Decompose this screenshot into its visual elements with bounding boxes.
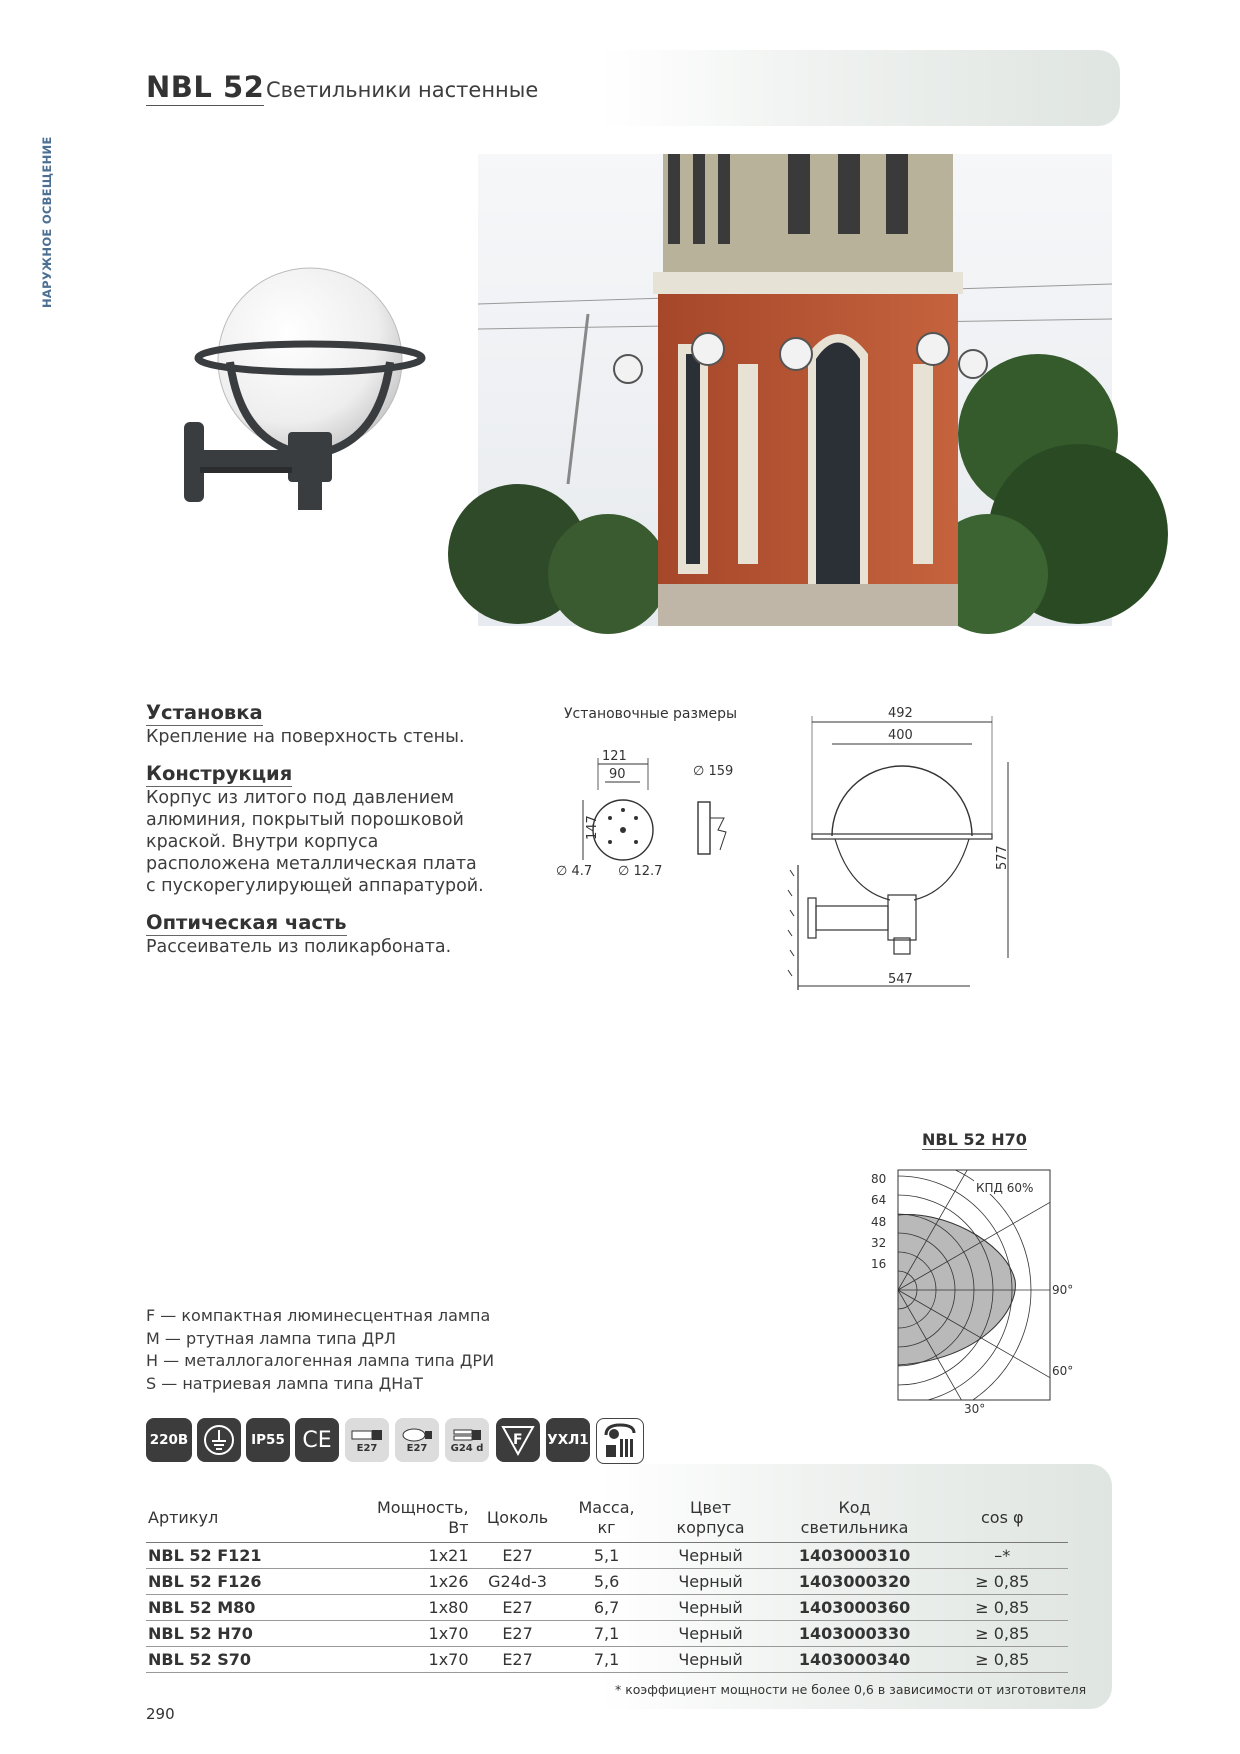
lamp1-label: E27 (356, 1442, 378, 1454)
building-mount-icon (596, 1418, 644, 1464)
header-code-line1: Код (838, 1498, 871, 1517)
cell-article: NBL 52 H70 (146, 1621, 375, 1647)
model-title: NBL 52 (146, 70, 265, 104)
climate-badge: УХЛ1 (546, 1418, 590, 1462)
polar-title: NBL 52 H70 (922, 1130, 1027, 1149)
cell-cos: –* (937, 1543, 1068, 1569)
cell-article: NBL 52 M80 (146, 1595, 375, 1621)
cell-article: NBL 52 F126 (146, 1569, 375, 1595)
legend-item: M — ртутная лампа типа ДРЛ (146, 1328, 396, 1348)
table-row (146, 1621, 1068, 1647)
lamp2-label: E27 (406, 1442, 428, 1454)
cell-cos: ≥ 0,85 (937, 1595, 1068, 1621)
lamp-g24d-icon (445, 1418, 489, 1462)
cell-color: Черный (649, 1569, 773, 1595)
header-mass-line2: кг (597, 1518, 616, 1537)
dim-lamp-depth: 547 (888, 972, 913, 987)
cell-cos: ≥ 0,85 (937, 1621, 1068, 1647)
cell-code: 1403000360 (773, 1595, 937, 1621)
dim-plate-width: 121 (602, 749, 627, 764)
dim-plate-height: 147 (585, 815, 600, 840)
header-socket: Цоколь (471, 1498, 565, 1543)
cell-socket: G24d-3 (471, 1569, 565, 1595)
header-mass-line1: Масса, (578, 1498, 635, 1517)
efficiency-label: КПД 60% (976, 1181, 1034, 1195)
angle-label-30: 30° (964, 1402, 986, 1416)
cell-code: 1403000330 (773, 1621, 937, 1647)
header-color-line1: Цвет (690, 1498, 732, 1517)
cell-article: NBL 52 F121 (146, 1543, 375, 1569)
header-power-line1: Мощность, (377, 1498, 469, 1517)
angle-label-60: 60° (1052, 1364, 1074, 1378)
cell-socket: E27 (471, 1543, 565, 1569)
spec-table (146, 1498, 1068, 1673)
page-number: 290 (146, 1705, 175, 1723)
header-color-line2: корпуса (676, 1518, 745, 1537)
radial-label-64: 64 (871, 1193, 887, 1207)
cell-cos: ≥ 0,85 (937, 1647, 1068, 1673)
header-mass (565, 1498, 649, 1543)
dim-hole-small: ∅ 4.7 (556, 864, 593, 879)
radial-label-48: 48 (871, 1215, 887, 1229)
cell-color: Черный (649, 1543, 773, 1569)
description (146, 701, 506, 958)
lamp-e27-compact-icon (345, 1418, 389, 1462)
installation-title: Установка (146, 701, 263, 724)
construction-text-3: краской. Внутри корпуса (146, 832, 379, 852)
construction-text-2: алюминия, покрытый порошковой (146, 810, 464, 830)
cell-power: 1x80 (375, 1595, 471, 1621)
cell-socket: E27 (471, 1621, 565, 1647)
f-mark-icon (496, 1418, 540, 1462)
legend-item: F — компактная люминесцентная лампа (146, 1306, 491, 1325)
ground-icon (197, 1418, 241, 1462)
legend-item: H — металлогалогенная лампа типа ДРИ (146, 1351, 495, 1370)
side-section-label: НАРУЖНОЕ ОСВЕЩЕНИЕ (40, 136, 54, 308)
polar-diagram (870, 1160, 1074, 1416)
cell-code: 1403000310 (773, 1543, 937, 1569)
optics-text: Рассеиватель из поликарбоната. (146, 937, 452, 957)
ce-mark-icon: CE (295, 1418, 339, 1462)
dim-lamp-outer: 492 (888, 706, 913, 721)
header-code-line2: светильника (800, 1518, 909, 1537)
radial-label-16: 16 (871, 1257, 887, 1271)
cell-mass: 7,1 (565, 1621, 649, 1647)
cell-color: Черный (649, 1595, 773, 1621)
building-photo (478, 154, 1112, 626)
radial-label-32: 32 (871, 1236, 887, 1250)
header-color (649, 1498, 773, 1543)
voltage-badge: 220В (146, 1418, 192, 1462)
cell-mass: 6,7 (565, 1595, 649, 1621)
dim-side-diameter: ∅ 159 (693, 764, 734, 779)
cell-mass: 5,1 (565, 1543, 649, 1569)
optics-title: Оптическая часть (146, 911, 347, 934)
table-footnote: * коэффициент мощности не более 0,6 в зависимости от изготовителя (615, 1682, 1087, 1697)
construction-text-4: расположена металлическая плата (146, 854, 477, 874)
lamp-e27-hid-icon (395, 1418, 439, 1462)
dim-lamp-inner: 400 (888, 728, 913, 743)
angle-label-90: 90° (1052, 1283, 1074, 1297)
construction-text-1: Корпус из литого под давлением (146, 788, 455, 808)
dimension-drawing (550, 700, 1070, 1000)
dim-plate-inner: 90 (609, 767, 626, 782)
cell-socket: E27 (471, 1647, 565, 1673)
construction-title: Конструкция (146, 762, 293, 785)
table-row (146, 1647, 1068, 1673)
cell-mass: 5,6 (565, 1569, 649, 1595)
header-band (600, 50, 1120, 126)
lamp3-label: G24 d (450, 1442, 484, 1454)
table-row (146, 1595, 1068, 1621)
table-row (146, 1569, 1068, 1595)
cell-cos: ≥ 0,85 (937, 1569, 1068, 1595)
cell-color: Черный (649, 1647, 773, 1673)
header-power (375, 1498, 471, 1543)
radial-label-80: 80 (871, 1172, 887, 1186)
cell-power: 1x70 (375, 1621, 471, 1647)
cell-socket: E27 (471, 1595, 565, 1621)
header-power-line2: Вт (448, 1518, 469, 1537)
cell-power: 1x21 (375, 1543, 471, 1569)
cell-mass: 7,1 (565, 1647, 649, 1673)
cell-code: 1403000320 (773, 1569, 937, 1595)
table-row (146, 1543, 1068, 1569)
dim-lamp-height: 577 (995, 845, 1010, 870)
cell-power: 1x26 (375, 1569, 471, 1595)
lamp-type-legend (146, 1305, 494, 1395)
ip-rating-badge: IP55 (246, 1418, 290, 1462)
cell-color: Черный (649, 1621, 773, 1647)
cell-power: 1x70 (375, 1647, 471, 1673)
cell-code: 1403000340 (773, 1647, 937, 1673)
installation-text: Крепление на поверхность стены. (146, 727, 465, 747)
header-cos: cos φ (937, 1498, 1068, 1543)
drawing-caption: Установочные размеры (564, 706, 738, 722)
construction-text-5: с пускорегулирующей аппаратурой. (146, 876, 484, 896)
table-header-row (146, 1498, 1068, 1543)
page-subtitle: Светильники настенные (266, 78, 539, 102)
header-article: Артикул (146, 1498, 375, 1543)
legend-item: S — натриевая лампа типа ДНаТ (146, 1373, 423, 1393)
dim-hole-large: ∅ 12.7 (618, 864, 663, 879)
header-code (773, 1498, 937, 1543)
product-image (170, 262, 430, 532)
cell-article: NBL 52 S70 (146, 1647, 375, 1673)
f-mark-label: F (513, 1432, 523, 1448)
